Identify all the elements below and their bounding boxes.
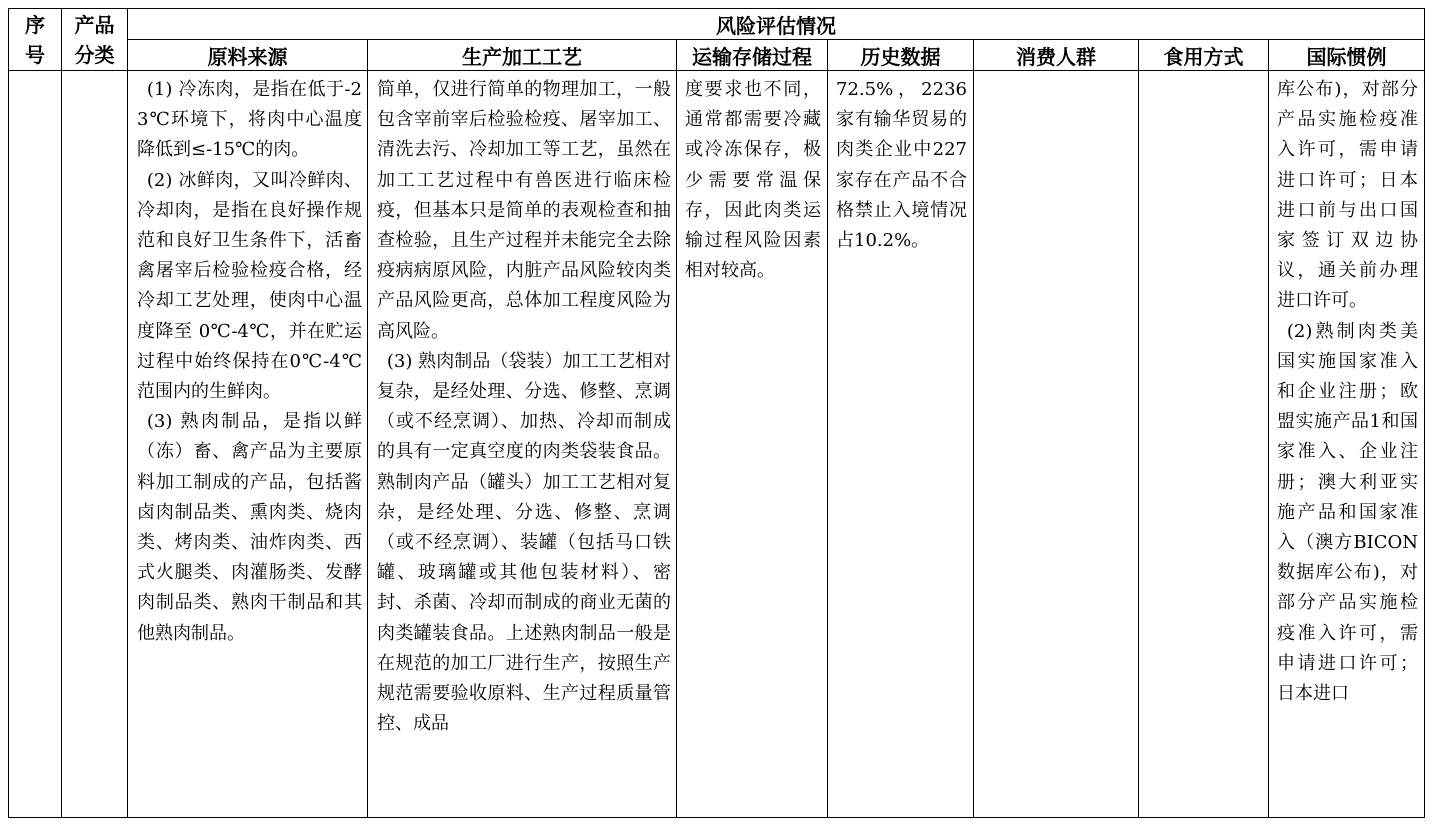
header-risk-assessment: 风险评估情况 bbox=[128, 9, 1425, 40]
transport-para: 度要求也不同，通常都需要冷藏或冷冻保存，极少需要常温保存，因此肉类运输过程风险因素相对较高。 bbox=[685, 79, 821, 282]
header-category: 产品 分类 bbox=[62, 9, 128, 71]
cell-processing bbox=[368, 71, 677, 818]
international-para: 库公布)，对部分产品实施检疫准入许可，需申请进口许可；日本进口前与出口国家签订双边协议，通关前办理进口许可。 bbox=[1277, 79, 1419, 312]
risk-assessment-table bbox=[8, 8, 1425, 818]
processing-para: (3) 熟肉制品（袋装）加工工艺相对复杂，是经处理、分选、修整、烹调（或不经烹调）、加热、冷却而制成的具有一定真空度的肉类袋装食品。熟制肉产品（罐头）加工工艺相对复杂，是经处理、分选、修整、烹调（或不经烹调）、装罐（包括马口铁罐、玻璃罐或其他包装材料）、密封、杀菌、冷却而制成的商业无菌的肉类罐装食品。上述熟肉制品一般是在规范的加工厂进行生产，按照生产规范需要验收原料、生产过程质量管控、成品 bbox=[377, 350, 671, 735]
cell-category bbox=[62, 71, 128, 818]
header-processing: 生产加工工艺 bbox=[368, 40, 677, 71]
cell-raw-material bbox=[128, 71, 368, 818]
raw-material-para: (3) 熟肉制品，是指以鲜（冻）畜、禽产品为主要原料加工制成的产品，包括酱卤肉制品类、熏肉类、烧肉类、烤肉类、油炸肉类、西式火腿类、肉灌肠类、发酵肉制品类、熟肉干制品和其他熟肉制品。 bbox=[137, 411, 362, 644]
table-row bbox=[9, 71, 1425, 818]
international-para: (2)熟制肉类美国实施国家准入和企业注册；欧盟实施产品1和国家准入、企业注册；澳大利亚实施产品和国家准入（澳方BICON数据库公布)，对部分产品实施检疫准入许可，需申请进口许可；日本进口 bbox=[1277, 320, 1419, 705]
cell-transport bbox=[677, 71, 828, 818]
cell-international bbox=[1269, 71, 1425, 818]
header-international: 国际惯例 bbox=[1269, 40, 1425, 71]
processing-para: 简单，仅进行简单的物理加工，一般包含宰前宰后检验检疫、屠宰加工、清洗去污、冷却加工等工艺，虽然在加工工艺过程中有兽医进行临床检疫，但基本只是简单的表观检查和抽查检验，且生产过程并未能完全去除疫病病原风险，内脏产品风险较肉类产品风险更高，总体加工程度风险为高风险。 bbox=[377, 79, 671, 342]
header-consumers: 消费人群 bbox=[974, 40, 1139, 71]
header-consumption: 食用方式 bbox=[1139, 40, 1269, 71]
history-para: 72.5%，2236家有输华贸易的肉类企业中227家存在产品不合格禁止入境情况占10.2%。 bbox=[836, 79, 967, 252]
cell-history bbox=[828, 71, 974, 818]
header-transport: 运输存储过程 bbox=[677, 40, 828, 71]
header-seq: 序 号 bbox=[9, 9, 62, 71]
document-page bbox=[8, 8, 1424, 820]
cell-consumption bbox=[1139, 71, 1269, 818]
raw-material-para: (2) 冰鲜肉，又叫冷鲜肉、冷却肉，是指在良好操作规范和良好卫生条件下，活畜禽屠宰后检验检疫合格，经冷却工艺处理，使肉中心温度降至 0℃-4℃，并在贮运过程中始终保持在0℃-4℃ 范围内的生鲜肉。 bbox=[137, 169, 362, 403]
header-raw-material: 原料来源 bbox=[128, 40, 368, 71]
header-history: 历史数据 bbox=[828, 40, 974, 71]
cell-seq bbox=[9, 71, 62, 818]
raw-material-para: (1) 冷冻肉，是指在低于-23℃环境下，将肉中心温度降低到≤-15℃的肉。 bbox=[137, 79, 362, 161]
cell-consumers bbox=[974, 71, 1139, 818]
